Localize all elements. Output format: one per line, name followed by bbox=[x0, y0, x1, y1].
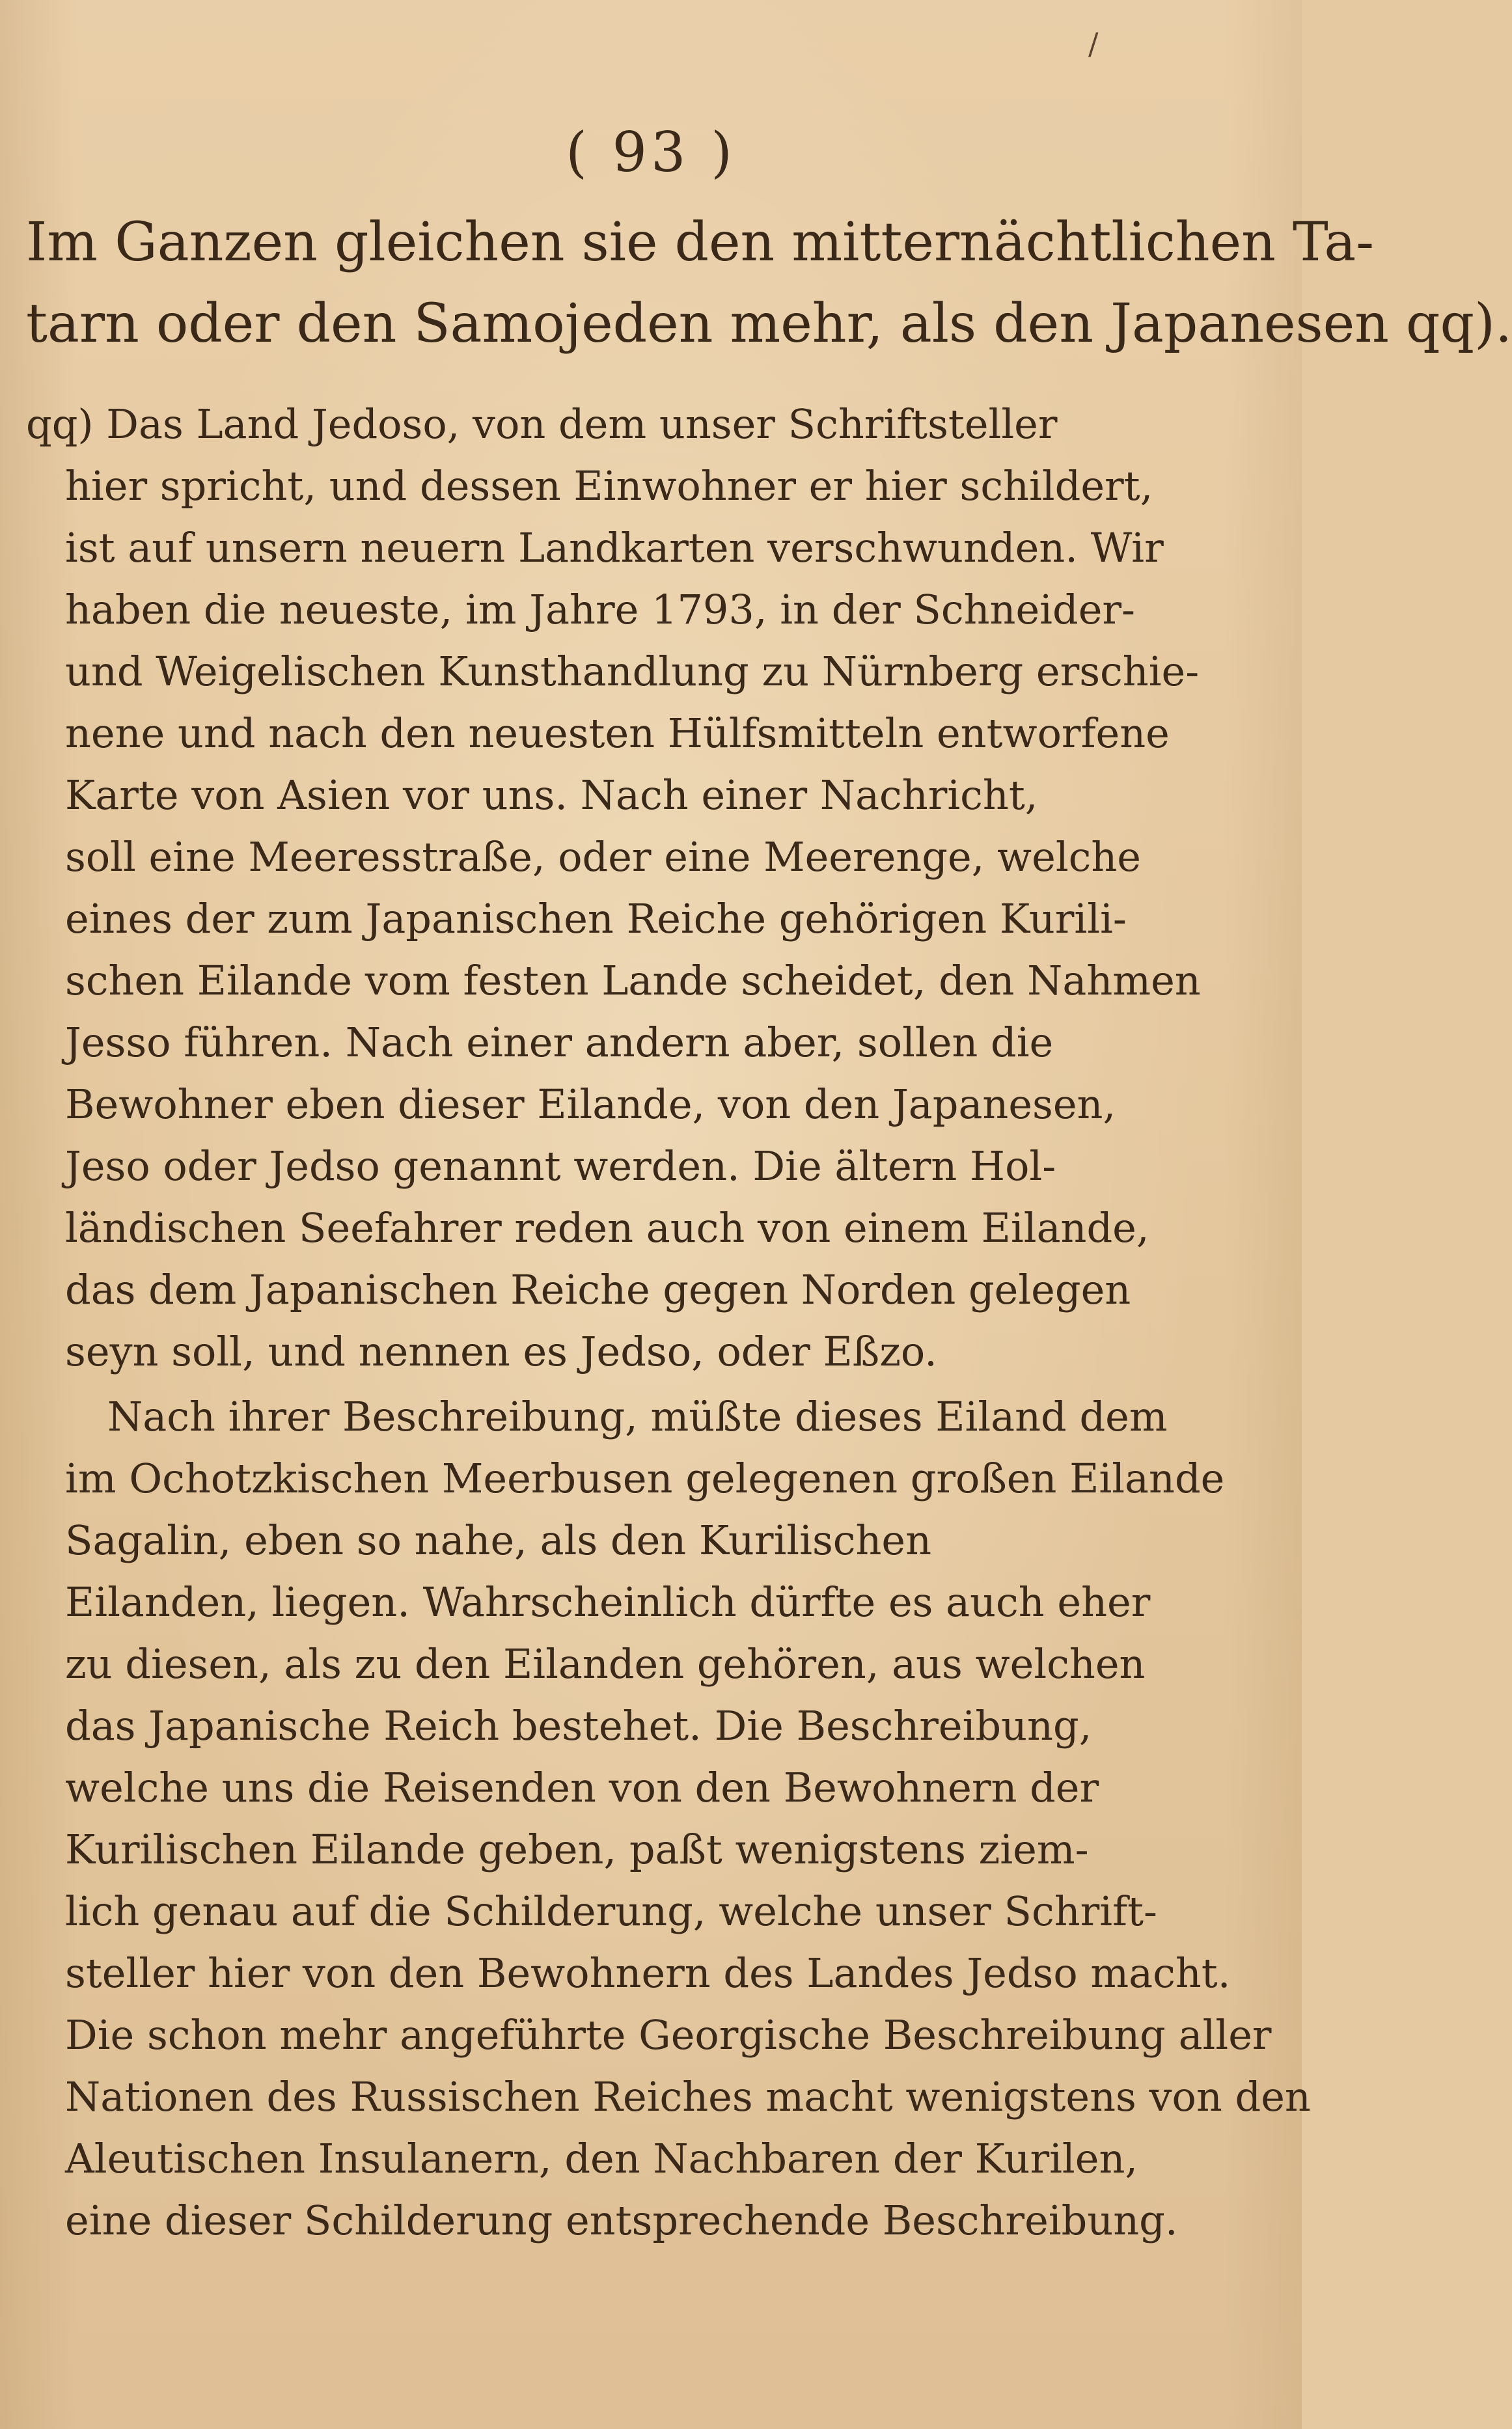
footnote-line: ist auf unsern neuern Landkarten verschwunden. Wir bbox=[65, 524, 1164, 571]
footnote-line: soll eine Meeresstraße, oder eine Meerenge, welche bbox=[65, 833, 1141, 881]
footnote-line: Eilanden, liegen. Wahrscheinlich dürfte es auch eher bbox=[65, 1578, 1151, 1626]
footnote-line: Aleutischen Insulanern, den Nachbaren der Kurilen, bbox=[65, 2135, 1138, 2182]
footnote-line: Nationen des Russischen Reiches macht wenigstens von den bbox=[65, 2073, 1311, 2120]
footnote-line: Jeso oder Jedso genannt werden. Die ältern Hol- bbox=[65, 1142, 1056, 1190]
footnote-line: qq) Das Land Jedoso, von dem unser Schriftsteller bbox=[26, 400, 1058, 448]
main-text-line: tarn oder den Samojeden mehr, als den Japanesen qq). bbox=[26, 293, 1512, 355]
main-text-line: Im Ganzen gleichen sie den mitternächtlichen Ta- bbox=[26, 212, 1374, 273]
footnote-line: Nach ihrer Beschreibung, müßte dieses Eiland dem bbox=[107, 1393, 1168, 1440]
footnote-line: eine dieser Schilderung entsprechende Beschreibung. bbox=[65, 2197, 1178, 2244]
footnote-line: schen Eilande vom festen Lande scheidet, den Nahmen bbox=[65, 957, 1201, 1004]
footnote-line: und Weigelischen Kunsthandlung zu Nürnberg erschie- bbox=[65, 648, 1200, 695]
footnote-line: seyn soll, und nennen es Jedso, oder Eßzo. bbox=[65, 1328, 937, 1375]
footnote-line: ländischen Seefahrer reden auch von einem Eilande, bbox=[65, 1204, 1149, 1252]
margin-mark: / bbox=[1088, 26, 1099, 61]
footnote-line: welche uns die Reisenden von den Bewohnern der bbox=[65, 1764, 1099, 1811]
footnote-line: Kurilischen Eilande geben, paßt wenigstens ziem- bbox=[65, 1826, 1089, 1873]
footnote-line: Karte von Asien vor uns. Nach einer Nachricht, bbox=[65, 771, 1038, 819]
footnote-line: steller hier von den Bewohnern des Landes Jedso macht. bbox=[65, 1949, 1231, 1997]
footnote-line: Sagalin, eben so nahe, als den Kurilischen bbox=[65, 1516, 932, 1564]
footnote-line: Die schon mehr angeführte Georgische Beschreibung aller bbox=[65, 2011, 1272, 2059]
footnote-line: haben die neueste, im Jahre 1793, in der Schneider- bbox=[65, 586, 1135, 633]
footnote-line: Bewohner eben dieser Eilande, von den Japanesen, bbox=[65, 1080, 1116, 1128]
footnote-line: hier spricht, und dessen Einwohner er hier schildert, bbox=[65, 462, 1153, 510]
footnote-line: im Ochotzkischen Meerbusen gelegenen großen Eilande bbox=[65, 1455, 1225, 1502]
footnote-line: das Japanische Reich bestehet. Die Beschreibung, bbox=[65, 1702, 1092, 1750]
footnote-line: das dem Japanischen Reiche gegen Norden gelegen bbox=[65, 1266, 1131, 1313]
footnote-line: eines der zum Japanischen Reiche gehörigen Kurili- bbox=[65, 895, 1127, 942]
footnote-line: lich genau auf die Schilderung, welche unser Schrift- bbox=[65, 1887, 1157, 1935]
page-number: ( 93 ) bbox=[566, 120, 736, 184]
footnote-line: zu diesen, als zu den Eilanden gehören, aus welchen bbox=[65, 1640, 1146, 1688]
footnote-line: Jesso führen. Nach einer andern aber, sollen die bbox=[65, 1019, 1054, 1066]
footnote-line: nene und nach den neuesten Hülfsmitteln entworfene bbox=[65, 709, 1170, 757]
